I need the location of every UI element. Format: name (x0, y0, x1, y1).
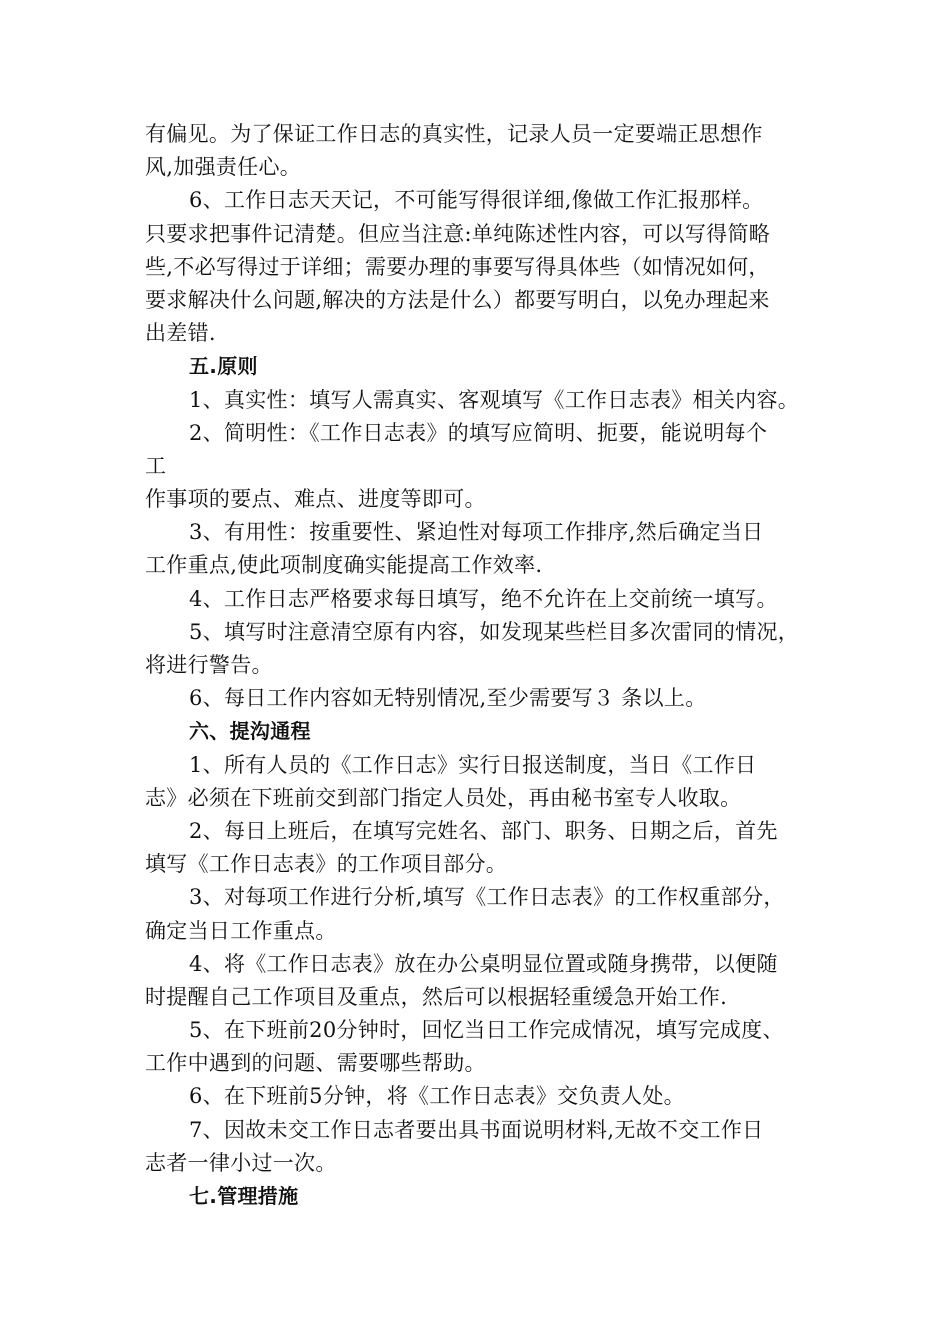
principle-item-3: 3、有用性：按重要性、紧迫性对每项工作排序,然后确定当日 (189, 520, 764, 545)
process-item-2: 2、每日上班后，在填写完姓名、部门、职务、日期之后，首先 (189, 818, 778, 843)
text-line: 工作中遇到的问题、需要哪些帮助。 (145, 1051, 486, 1076)
section-heading-process: 六、提沟通程 (189, 719, 311, 744)
process-item-1: 1、所有人员的《工作日志》实行日报送制度，当日《工作日 (189, 752, 757, 777)
text-line: 填写《工作日志表》的工作项目部分。 (145, 852, 508, 877)
principle-item-2: 2、简明性：《工作日志表》的填写应简明、扼要，能说明每个 (189, 420, 768, 445)
process-item-4: 4、将《工作日志表》放在办公桌明显位置或随身携带，以便随 (189, 951, 778, 976)
principle-item-1: 1、真实性：填写人需真实、客观填写《工作日志表》相关内容。 (189, 387, 800, 412)
text-line: 风,加强责任心。 (145, 155, 302, 180)
text-line: 志》必须在下班前交到部门指定人员处，再由秘书室专人收取。 (145, 785, 742, 810)
process-item-3: 3、对每项工作进行分析,填写《工作日志表》的工作权重部分， (189, 885, 785, 910)
process-item-6: 6、在下班前5分钟，将《工作日志表》交负责人处。 (189, 1084, 685, 1109)
text-line: 只要求把事件记清楚。但应当注意:单纯陈述性内容，可以写得简略 (145, 221, 771, 246)
text-line: 出差错. (145, 321, 216, 346)
paragraph-6-start: 6、工作日志天天记，不可能写得很详细,像做工作汇报那样。 (189, 188, 764, 213)
principle-item-6: 6、每日工作内容如无特别情况,至少需要写３ 条以上。 (189, 686, 707, 711)
text-line: 要求解决什么问题,解决的方法是什么）都要写明白，以免办理起来 (145, 287, 770, 312)
text-line: 志者一律小过一次。 (145, 1150, 337, 1175)
principle-item-4: 4、工作日志严格要求每日填写，绝不允许在上交前统一填写。 (189, 586, 778, 611)
process-item-7: 7、因故未交工作日志者要出具书面说明材料,无故不交工作日 (189, 1117, 764, 1142)
section-heading-principles: 五.原则 (189, 354, 258, 379)
section-heading-management: 七.管理措施 (189, 1184, 299, 1208)
process-item-5: 5、在下班前20分钟时，回忆当日工作完成情况，填写完成度、 (189, 1018, 784, 1043)
text-line: 时提醒自己工作项目及重点，然后可以根据轻重缓急开始工作. (145, 984, 728, 1009)
text-line: 作事项的要点、难点、进度等即可。 (145, 487, 486, 512)
text-line: 工 (145, 453, 167, 478)
principle-item-5: 5、填写时注意清空原有内容，如发现某些栏目多次雷同的情况， (189, 619, 800, 644)
text-line: 确定当日工作重点。 (145, 918, 337, 943)
text-line: 些,不必写得过于详细；需要办理的事要写得具体些（如情况如何， (145, 254, 770, 279)
text-line: 工作重点,使此项制度确实能提高工作效率. (145, 553, 543, 578)
document-body (145, 118, 825, 1213)
text-line: 将进行警告。 (145, 653, 273, 677)
text-line: 有偏见。为了保证工作日志的真实性，记录人员一定要端正思想作 (145, 122, 763, 146)
